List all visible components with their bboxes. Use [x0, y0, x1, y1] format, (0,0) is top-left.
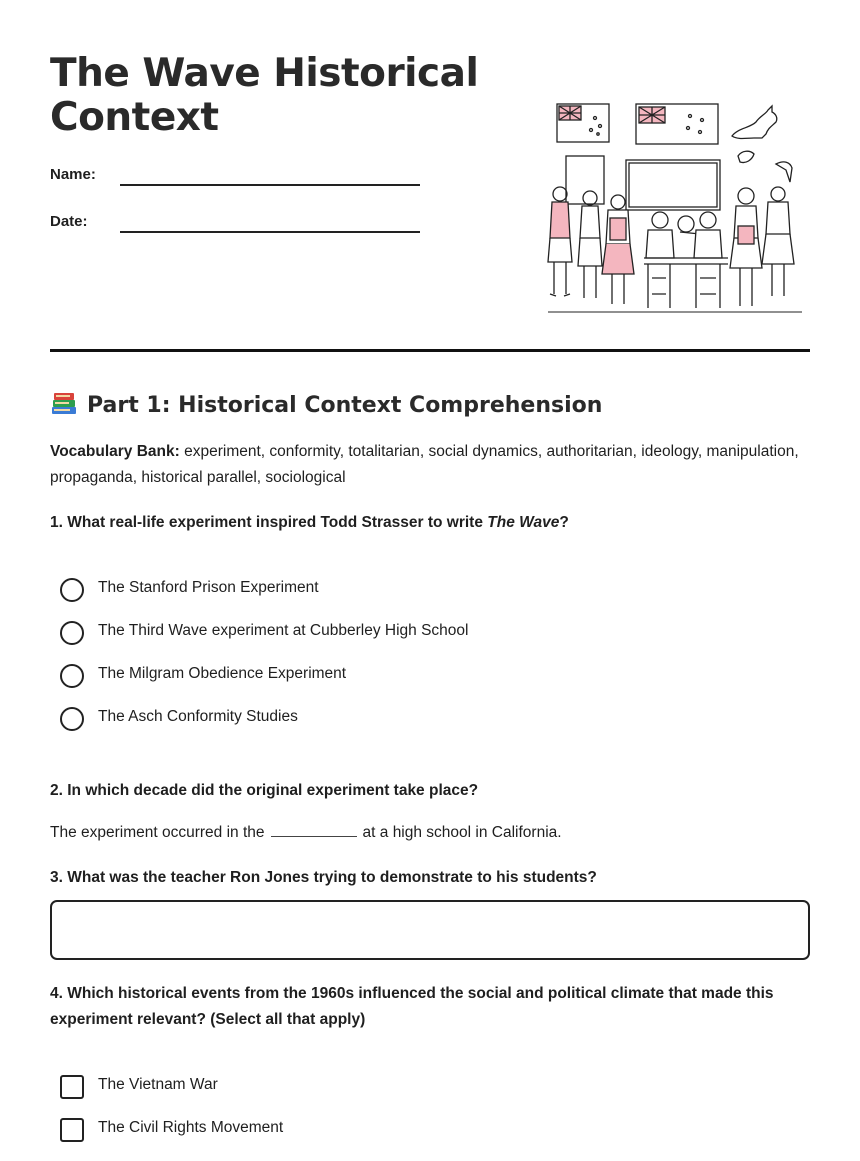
name-field-row: [50, 166, 430, 190]
q2-blank-input[interactable]: [271, 822, 357, 837]
question-3: 3. What was the teacher Ron Jones trying to demonstrate to his students?: [50, 869, 597, 886]
title-line-2: Context: [50, 95, 219, 140]
checkbox[interactable]: [60, 1075, 84, 1099]
vocab-label: Vocabulary Bank:: [50, 443, 180, 460]
name-line-input[interactable]: [120, 184, 420, 186]
flag-right-icon: [636, 104, 718, 144]
radio-button[interactable]: [60, 578, 84, 602]
page-title: [50, 52, 490, 140]
date-line-input[interactable]: [120, 231, 420, 233]
animal-doodle-icon: [738, 151, 754, 162]
student-figure-3: [730, 188, 762, 306]
q1-prefix: 1. What real-life experiment inspired Todd Strasser to write: [50, 514, 488, 531]
radio-button[interactable]: [60, 664, 84, 688]
question-1: [50, 510, 810, 536]
q2-fill-before: The experiment occurred in the: [50, 824, 265, 841]
question-4: 4. Which historical events from the 1960s influenced the social and political climate that made this experiment relevant? (Select all that apply): [50, 985, 774, 1028]
section-title: [50, 390, 602, 418]
q3-answer-box[interactable]: [50, 900, 810, 960]
books-icon: [50, 390, 78, 416]
header-divider: [50, 349, 810, 352]
vocab-words: experiment, conformity, totalitarian, social dynamics, authoritarian, ideology, manipulation, propaganda, historical parallel, sociological: [50, 443, 799, 486]
radio-button[interactable]: [60, 707, 84, 731]
option-label: The Third Wave experiment at Cubberley High School: [98, 622, 469, 639]
chalkboard: [626, 160, 720, 210]
student-figure-4: [762, 187, 794, 296]
kangaroo-icon: [732, 106, 777, 139]
teacher-figure: [548, 187, 572, 296]
classroom-illustration: [540, 98, 810, 316]
option-label: The Milgram Obedience Experiment: [98, 665, 347, 682]
name-label: Name:: [50, 166, 96, 183]
q1-suffix: ?: [559, 514, 569, 531]
vocabulary-bank: [50, 439, 810, 491]
q2-fill-in-sentence: [50, 822, 562, 842]
q1-book-title: The Wave: [487, 514, 560, 531]
title-line-1: The Wave Historical: [50, 51, 479, 96]
date-field-row: [50, 213, 430, 237]
boomerang-icon: [776, 162, 792, 182]
student-figure-1: [578, 191, 602, 298]
radio-button[interactable]: [60, 621, 84, 645]
seated-students: [644, 212, 728, 308]
question-2: 2. In which decade did the original experiment take place?: [50, 782, 479, 799]
wall-board: [566, 156, 604, 204]
option-label: The Civil Rights Movement: [98, 1119, 284, 1136]
student-figure-2: [602, 195, 634, 304]
flag-left-icon: [557, 104, 609, 142]
q2-fill-after: at a high school in California.: [362, 824, 562, 841]
checkbox[interactable]: [60, 1118, 84, 1142]
option-label: The Stanford Prison Experiment: [98, 579, 319, 596]
option-label: The Vietnam War: [98, 1076, 218, 1093]
date-label: Date:: [50, 213, 88, 230]
section-title-text: Part 1: Historical Context Comprehension: [87, 393, 603, 418]
option-label: The Asch Conformity Studies: [98, 708, 298, 725]
